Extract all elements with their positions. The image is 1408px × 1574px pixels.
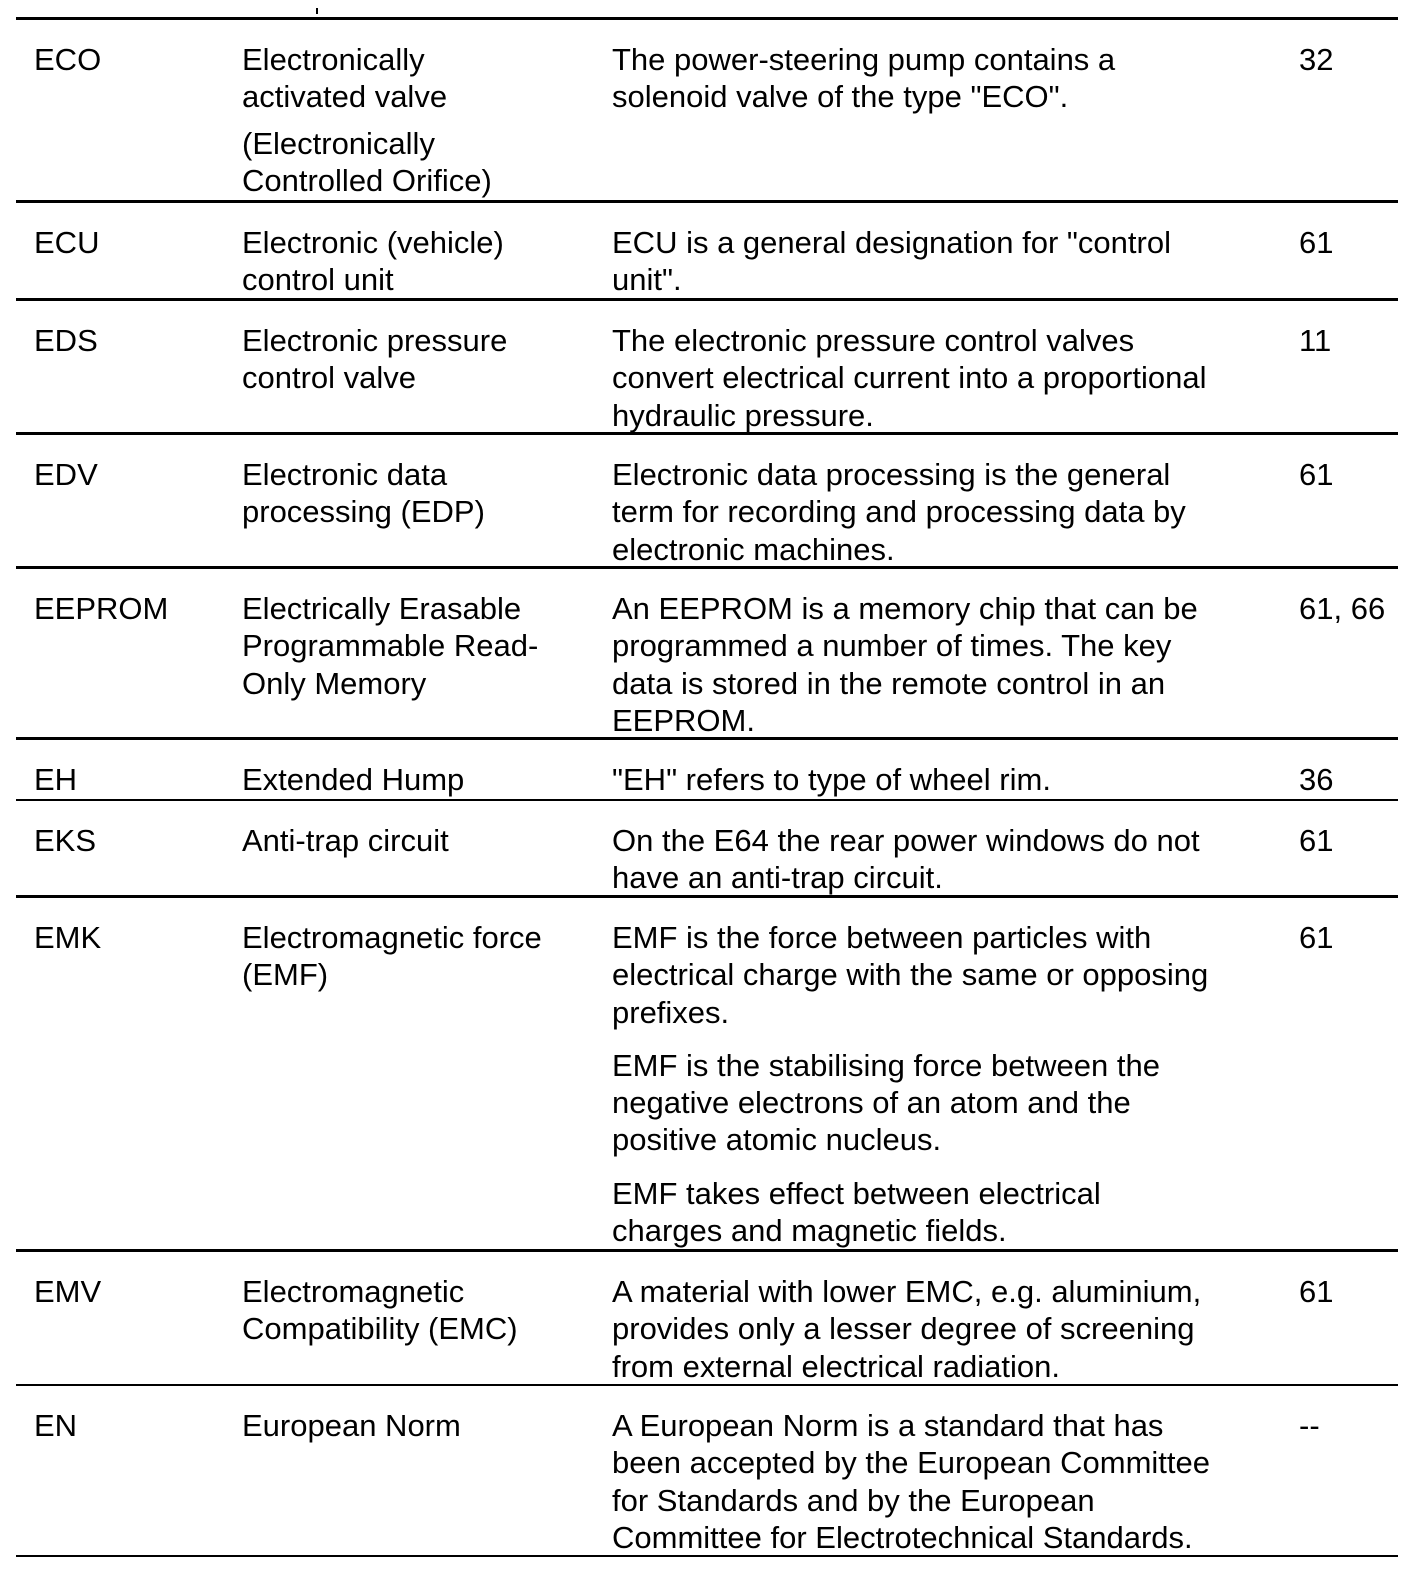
abbreviation-cell: ECO [34, 42, 102, 77]
table-row [16, 20, 1398, 203]
description-paragraph: EMF is the force between particles with electrical charge with the same or opposing prefixes. [612, 920, 1209, 1030]
term-cell: Anti-trap circuit [242, 823, 449, 858]
reference-cell: 11 [1299, 323, 1332, 358]
description-cell: The power-steering pump contains a solenoid valve of the type "ECO". [612, 42, 1116, 115]
description-cell: A material with lower EMC, e.g. aluminium, provides only a lesser degree of screening from external electrical radiation. [612, 1274, 1202, 1384]
table-row [16, 1252, 1398, 1386]
term-cell: Electrically Erasable Programmable Read- Only Memory [242, 591, 539, 701]
description-cell [612, 919, 1208, 1249]
table-row [16, 801, 1398, 898]
description-paragraph: EMF takes effect between electrical charges and magnetic fields. [612, 1175, 1101, 1249]
reference-cell: 36 [1299, 762, 1334, 797]
term-cell: European Norm [242, 1408, 461, 1443]
term-cell: Electronic pressure control valve [242, 323, 508, 396]
reference-cell: 61, 66 [1299, 591, 1386, 626]
table-row [16, 203, 1398, 301]
table-row [16, 435, 1398, 569]
table-row [16, 898, 1398, 1252]
abbreviation-cell: EMV [34, 1274, 102, 1309]
description-cell: A European Norm is a standard that has been accepted by the European Committee for Standards and by the European Committee for Electrotechnical Standards. [612, 1408, 1210, 1555]
abbreviation-cell: EDS [34, 323, 98, 358]
abbreviation-cell: ECU [34, 225, 100, 260]
table-row [16, 740, 1398, 801]
table-row [16, 569, 1398, 740]
reference-cell: 61 [1299, 225, 1334, 260]
reference-cell: 61 [1299, 823, 1334, 858]
abbreviation-cell: EKS [34, 823, 97, 858]
description-cell: The electronic pressure control valves convert electrical current into a proportional hydraulic pressure. [612, 323, 1207, 433]
term-cell: Electronically activated valve (Electronically Controlled Orifice) [242, 42, 492, 198]
abbreviation-cell: EDV [34, 457, 98, 492]
reference-cell: 61 [1299, 457, 1334, 492]
abbreviation-cell: EN [34, 1408, 78, 1443]
table-row [16, 301, 1398, 435]
term-cell: Electromagnetic Compatibility (EMC) [242, 1274, 518, 1347]
reference-cell: -- [1299, 1408, 1320, 1443]
reference-cell: 61 [1299, 920, 1334, 955]
description-cell: ECU is a general designation for "control unit". [612, 225, 1171, 298]
description-cell: "EH" refers to type of wheel rim. [612, 762, 1051, 797]
table-row [16, 1386, 1398, 1557]
page-tick-mark [316, 8, 318, 14]
term-cell: Electronic data processing (EDP) [242, 457, 485, 530]
description-paragraph: EMF is the stabilising force between the negative electrons of an atom and the positive atomic nucleus. [612, 1047, 1160, 1158]
description-cell: Electronic data processing is the general term for recording and processing data by electronic machines. [612, 457, 1186, 567]
abbreviation-cell: EEPROM [34, 591, 169, 626]
description-cell: An EEPROM is a memory chip that can be programmed a number of times. The key data is stored in the remote control in an EEPROM. [612, 591, 1198, 738]
term-cell: Extended Hump [242, 762, 465, 797]
term-cell: Electronic (vehicle) control unit [242, 225, 504, 298]
glossary-table [16, 17, 1398, 1557]
reference-cell: 32 [1299, 42, 1334, 77]
reference-cell: 61 [1299, 1274, 1334, 1309]
description-cell: On the E64 the rear power windows do not have an anti-trap circuit. [612, 823, 1200, 896]
term-cell: Electromagnetic force (EMF) [242, 920, 542, 993]
abbreviation-cell: EMK [34, 920, 102, 955]
abbreviation-cell: EH [34, 762, 78, 797]
